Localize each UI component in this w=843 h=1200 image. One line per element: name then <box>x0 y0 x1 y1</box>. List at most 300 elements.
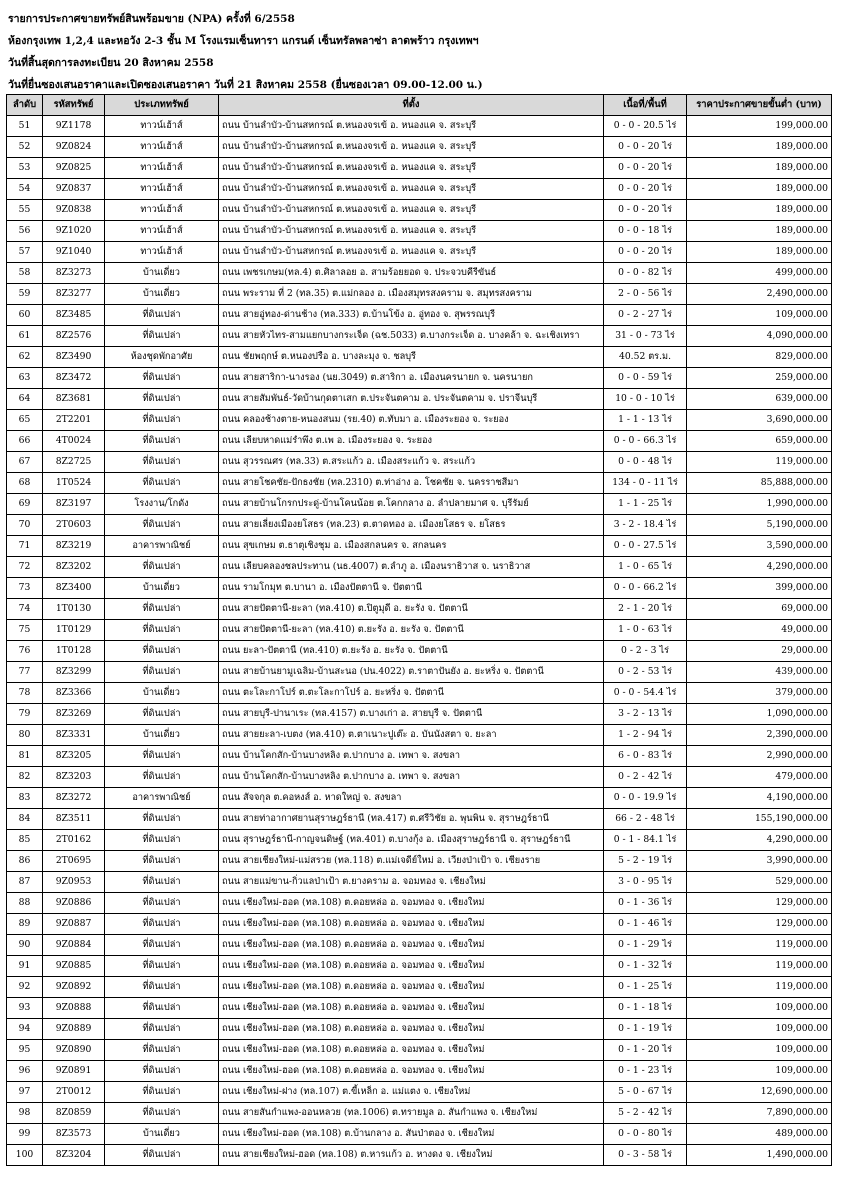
cell-no: 64 <box>7 389 43 410</box>
cell-type: ที่ดินเปล่า <box>105 557 219 578</box>
cell-price: 4,290,000.00 <box>687 830 832 851</box>
cell-no: 55 <box>7 200 43 221</box>
cell-price: 4,290,000.00 <box>687 557 832 578</box>
cell-location: ถนน สายยะลา-เบตง (ทล.410) ต.ตาเนาะปูเต๊ะ อ. บันนังสตา จ. ยะลา <box>219 725 604 746</box>
cell-price: 109,000.00 <box>687 305 832 326</box>
cell-area: 0 - 1 - 36 ไร่ <box>604 893 687 914</box>
cell-code: 8Z3272 <box>43 788 105 809</box>
table-row <box>7 557 832 578</box>
cell-price: 399,000.00 <box>687 578 832 599</box>
cell-location: ถนน รามโกมุท ต.บานา อ. เมืองปัตตานี จ. ปัตตานี <box>219 578 604 599</box>
cell-code: 8Z3681 <box>43 389 105 410</box>
cell-code: 9Z1040 <box>43 242 105 263</box>
cell-no: 97 <box>7 1082 43 1103</box>
cell-no: 53 <box>7 158 43 179</box>
cell-location: ถนน ชัยพฤกษ์ ต.หนองปรือ อ. บางละมุง จ. ชลบุรี <box>219 347 604 368</box>
cell-no: 100 <box>7 1145 43 1166</box>
cell-location: ถนน เชียงใหม่-ฮอด (ทล.108) ต.ดอยหล่อ อ. จอมทอง จ. เชียงใหม่ <box>219 893 604 914</box>
cell-code: 1T0128 <box>43 641 105 662</box>
table-row <box>7 914 832 935</box>
table-row <box>7 1061 832 1082</box>
cell-no: 85 <box>7 830 43 851</box>
cell-type: ที่ดินเปล่า <box>105 1061 219 1082</box>
table-row <box>7 368 832 389</box>
cell-location: ถนน สุขเกษม ต.ธาตุเชิงชุม อ. เมืองสกลนคร จ. สกลนคร <box>219 536 604 557</box>
cell-location: ถนน ตะโละกาโปร์ ต.ตะโละกาโปร์ อ. ยะหริ่ง จ. ปัตตานี <box>219 683 604 704</box>
cell-type: ที่ดินเปล่า <box>105 389 219 410</box>
cell-location: ถนน สายหัวไทร-สามแยกบางกระเจ็ด (ฉช.5033) ต.บางกระเจ็ด อ. บางคล้า จ. ฉะเชิงเทรา <box>219 326 604 347</box>
cell-area: 10 - 0 - 10 ไร่ <box>604 389 687 410</box>
cell-type: ที่ดินเปล่า <box>105 431 219 452</box>
cell-type: ที่ดินเปล่า <box>105 515 219 536</box>
cell-location: ถนน บ้านโคกสัก-บ้านบางหลิง ต.ปากบาง อ. เทพา จ. สงขลา <box>219 767 604 788</box>
cell-no: 71 <box>7 536 43 557</box>
cell-price: 499,000.00 <box>687 263 832 284</box>
cell-area: 1 - 1 - 25 ไร่ <box>604 494 687 515</box>
cell-code: 1T0129 <box>43 620 105 641</box>
table-row <box>7 746 832 767</box>
cell-code: 8Z3331 <box>43 725 105 746</box>
cell-location: ถนน สายโชคชัย-ปักธงชัย (ทล.2310) ต.ท่าอ่าง อ. โชคชัย จ. นครราชสีมา <box>219 473 604 494</box>
cell-no: 68 <box>7 473 43 494</box>
cell-location: ถนน ยะลา-ปัตตานี (ทล.410) ต.ยะรัง อ. ยะรัง จ. ปัตตานี <box>219 641 604 662</box>
cell-location: ถนน บ้านลำบัว-บ้านสหกรณ์ ต.หนองจรเข้ อ. หนองแค จ. สระบุรี <box>219 158 604 179</box>
cell-location: ถนน สุราษฎร์ธานี-กาญจนดิษฐ์ (ทล.401) ต.บางกุ้ง อ. เมืองสุราษฎร์ธานี จ. สุราษฎร์ธานี <box>219 830 604 851</box>
cell-type: ทาวน์เฮ้าส์ <box>105 158 219 179</box>
cell-no: 98 <box>7 1103 43 1124</box>
cell-type: ที่ดินเปล่า <box>105 620 219 641</box>
cell-location: ถนน เชียงใหม่-ฮอด (ทล.108) ต.ดอยหล่อ อ. จอมทอง จ. เชียงใหม่ <box>219 998 604 1019</box>
table-row <box>7 893 832 914</box>
cell-type: บ้านเดี่ยว <box>105 263 219 284</box>
cell-location: ถนน เลียบหาดแม่รำพึง ต.เพ อ. เมืองระยอง จ. ระยอง <box>219 431 604 452</box>
cell-type: ที่ดินเปล่า <box>105 809 219 830</box>
cell-price: 1,990,000.00 <box>687 494 832 515</box>
table-row <box>7 725 832 746</box>
cell-location: ถนน สายท่าอากาศยานสุราษฎร์ธานี (ทล.417) ต.ศรีวิชัย อ. พุนพิน จ. สุราษฎร์ธานี <box>219 809 604 830</box>
cell-location: ถนน เพชรเกษม(ทล.4) ต.ศิลาลอย อ. สามร้อยยอด จ. ประจวบคีรีขันธ์ <box>219 263 604 284</box>
cell-area: 3 - 0 - 95 ไร่ <box>604 872 687 893</box>
cell-type: ที่ดินเปล่า <box>105 368 219 389</box>
table-row <box>7 935 832 956</box>
cell-type: ที่ดินเปล่า <box>105 914 219 935</box>
cell-type: บ้านเดี่ยว <box>105 683 219 704</box>
cell-area: 134 - 0 - 11 ไร่ <box>604 473 687 494</box>
cell-location: ถนน บ้านลำบัว-บ้านสหกรณ์ ต.หนองจรเข้ อ. หนองแค จ. สระบุรี <box>219 116 604 137</box>
cell-area: 0 - 1 - 46 ไร่ <box>604 914 687 935</box>
cell-code: 8Z2725 <box>43 452 105 473</box>
cell-no: 81 <box>7 746 43 767</box>
cell-type: ห้องชุดพักอาศัย <box>105 347 219 368</box>
cell-no: 86 <box>7 851 43 872</box>
cell-code: 9Z0837 <box>43 179 105 200</box>
cell-price: 129,000.00 <box>687 914 832 935</box>
table-row <box>7 809 832 830</box>
cell-location: ถนน สายบ้านยามูเฉลิม-บ้านสะนอ (ปน.4022) ต.ราตาปันยัง อ. ยะหริ่ง จ. ปัตตานี <box>219 662 604 683</box>
cell-area: 0 - 1 - 20 ไร่ <box>604 1040 687 1061</box>
cell-type: ที่ดินเปล่า <box>105 851 219 872</box>
cell-price: 1,090,000.00 <box>687 704 832 725</box>
table-row <box>7 956 832 977</box>
cell-location: ถนน เชียงใหม่-ฮอด (ทล.108) ต.ดอยหล่อ อ. จอมทอง จ. เชียงใหม่ <box>219 956 604 977</box>
cell-no: 76 <box>7 641 43 662</box>
cell-price: 69,000.00 <box>687 599 832 620</box>
cell-code: 9Z0892 <box>43 977 105 998</box>
cell-code: 9Z0887 <box>43 914 105 935</box>
table-row <box>7 1019 832 1040</box>
cell-area: 40.52 ตร.ม. <box>604 347 687 368</box>
cell-no: 52 <box>7 137 43 158</box>
cell-code: 8Z3485 <box>43 305 105 326</box>
cell-price: 4,090,000.00 <box>687 326 832 347</box>
cell-area: 0 - 0 - 20 ไร่ <box>604 137 687 158</box>
cell-no: 69 <box>7 494 43 515</box>
cell-no: 96 <box>7 1061 43 1082</box>
cell-area: 0 - 0 - 66.2 ไร่ <box>604 578 687 599</box>
table-row <box>7 305 832 326</box>
table-row <box>7 473 832 494</box>
cell-code: 2T2201 <box>43 410 105 431</box>
table-row <box>7 347 832 368</box>
cell-no: 74 <box>7 599 43 620</box>
cell-type: ที่ดินเปล่า <box>105 1145 219 1166</box>
cell-location: ถนน บ้านลำบัว-บ้านสหกรณ์ ต.หนองจรเข้ อ. หนองแค จ. สระบุรี <box>219 200 604 221</box>
cell-price: 439,000.00 <box>687 662 832 683</box>
npa-listing-table <box>6 94 832 1166</box>
cell-code: 8Z3400 <box>43 578 105 599</box>
cell-area: 0 - 0 - 19.9 ไร่ <box>604 788 687 809</box>
cell-no: 82 <box>7 767 43 788</box>
cell-price: 2,390,000.00 <box>687 725 832 746</box>
cell-type: ที่ดินเปล่า <box>105 473 219 494</box>
cell-location: ถนน บ้านลำบัว-บ้านสหกรณ์ ต.หนองจรเข้ อ. หนองแค จ. สระบุรี <box>219 221 604 242</box>
cell-type: ที่ดินเปล่า <box>105 704 219 725</box>
cell-no: 91 <box>7 956 43 977</box>
table-body <box>7 116 832 1166</box>
cell-code: 2T0162 <box>43 830 105 851</box>
cell-location: ถนน เลียบคลองชลประทาน (นธ.4007) ต.ลำภู อ. เมืองนราธิวาส จ. นราธิวาส <box>219 557 604 578</box>
cell-no: 95 <box>7 1040 43 1061</box>
cell-no: 79 <box>7 704 43 725</box>
cell-no: 77 <box>7 662 43 683</box>
cell-area: 0 - 0 - 27.5 ไร่ <box>604 536 687 557</box>
cell-no: 80 <box>7 725 43 746</box>
cell-price: 4,190,000.00 <box>687 788 832 809</box>
cell-code: 9Z0888 <box>43 998 105 1019</box>
col-header-location: ที่ตั้ง <box>219 95 604 116</box>
cell-location: ถนน สายเลี่ยงเมืองยโสธร (ทล.23) ต.ตาดทอง อ. เมืองยโสธร จ. ยโสธร <box>219 515 604 536</box>
cell-location: ถนน สายสัมพันธ์-วัดบ้านกุดตาเสก ต.ประจันตคาม อ. ประจันตคาม จ. ปราจีนบุรี <box>219 389 604 410</box>
cell-area: 1 - 1 - 13 ไร่ <box>604 410 687 431</box>
cell-code: 8Z3205 <box>43 746 105 767</box>
cell-area: 0 - 1 - 29 ไร่ <box>604 935 687 956</box>
cell-location: ถนน สายปัตตานี-ยะลา (ทล.410) ต.ปิตูมุดี อ. ยะรัง จ. ปัตตานี <box>219 599 604 620</box>
cell-no: 51 <box>7 116 43 137</box>
cell-price: 49,000.00 <box>687 620 832 641</box>
table-row <box>7 284 832 305</box>
cell-area: 0 - 2 - 42 ไร่ <box>604 767 687 788</box>
table-row <box>7 515 832 536</box>
cell-area: 0 - 0 - 18 ไร่ <box>604 221 687 242</box>
cell-code: 9Z0885 <box>43 956 105 977</box>
cell-location: ถนน เชียงใหม่-ฮอด (ทล.108) ต.ดอยหล่อ อ. จอมทอง จ. เชียงใหม่ <box>219 1019 604 1040</box>
cell-type: ที่ดินเปล่า <box>105 452 219 473</box>
table-row <box>7 1145 832 1166</box>
cell-area: 0 - 1 - 84.1 ไร่ <box>604 830 687 851</box>
cell-area: 6 - 0 - 83 ไร่ <box>604 746 687 767</box>
cell-no: 70 <box>7 515 43 536</box>
cell-no: 57 <box>7 242 43 263</box>
cell-price: 379,000.00 <box>687 683 832 704</box>
cell-type: ที่ดินเปล่า <box>105 1082 219 1103</box>
document-header <box>8 8 828 96</box>
cell-code: 4T0024 <box>43 431 105 452</box>
table-row <box>7 1040 832 1061</box>
cell-type: ที่ดินเปล่า <box>105 977 219 998</box>
cell-code: 8Z3197 <box>43 494 105 515</box>
cell-area: 5 - 2 - 19 ไร่ <box>604 851 687 872</box>
cell-price: 189,000.00 <box>687 221 832 242</box>
table-row <box>7 137 832 158</box>
cell-area: 5 - 0 - 67 ไร่ <box>604 1082 687 1103</box>
cell-no: 54 <box>7 179 43 200</box>
cell-location: ถนน สายเชียงใหม่-ฮอด (ทล.108) ต.หารแก้ว อ. หางดง จ. เชียงใหม่ <box>219 1145 604 1166</box>
table-row <box>7 620 832 641</box>
table-row <box>7 872 832 893</box>
cell-type: บ้านเดี่ยว <box>105 284 219 305</box>
cell-area: 0 - 2 - 53 ไร่ <box>604 662 687 683</box>
cell-type: ทาวน์เฮ้าส์ <box>105 137 219 158</box>
cell-price: 479,000.00 <box>687 767 832 788</box>
cell-type: ที่ดินเปล่า <box>105 305 219 326</box>
cell-code: 9Z1178 <box>43 116 105 137</box>
cell-price: 259,000.00 <box>687 368 832 389</box>
cell-area: 31 - 0 - 73 ไร่ <box>604 326 687 347</box>
cell-location: ถนน เชียงใหม่-ฮอด (ทล.108) ต.ดอยหล่อ อ. จอมทอง จ. เชียงใหม่ <box>219 914 604 935</box>
cell-no: 75 <box>7 620 43 641</box>
cell-price: 119,000.00 <box>687 935 832 956</box>
cell-no: 78 <box>7 683 43 704</box>
cell-type: ที่ดินเปล่า <box>105 998 219 1019</box>
cell-code: 8Z3269 <box>43 704 105 725</box>
table-row <box>7 494 832 515</box>
cell-type: ที่ดินเปล่า <box>105 662 219 683</box>
cell-area: 0 - 1 - 25 ไร่ <box>604 977 687 998</box>
cell-area: 0 - 0 - 20 ไร่ <box>604 200 687 221</box>
cell-location: ถนน สายปัตตานี-ยะลา (ทล.410) ต.ยะรัง อ. ยะรัง จ. ปัตตานี <box>219 620 604 641</box>
cell-code: 9Z0891 <box>43 1061 105 1082</box>
cell-price: 5,190,000.00 <box>687 515 832 536</box>
cell-location: ถนน เชียงใหม่-ฮอด (ทล.108) ต.ดอยหล่อ อ. จอมทอง จ. เชียงใหม่ <box>219 977 604 998</box>
cell-price: 29,000.00 <box>687 641 832 662</box>
cell-location: ถนน บ้านลำบัว-บ้านสหกรณ์ ต.หนองจรเข้ อ. หนองแค จ. สระบุรี <box>219 179 604 200</box>
cell-no: 90 <box>7 935 43 956</box>
cell-price: 189,000.00 <box>687 179 832 200</box>
table-row <box>7 998 832 1019</box>
cell-price: 189,000.00 <box>687 137 832 158</box>
table-row <box>7 788 832 809</box>
cell-area: 0 - 0 - 59 ไร่ <box>604 368 687 389</box>
cell-location: ถนน เชียงใหม่-ฮอด (ทล.108) ต.ดอยหล่อ อ. จอมทอง จ. เชียงใหม่ <box>219 1061 604 1082</box>
cell-type: ที่ดินเปล่า <box>105 746 219 767</box>
table-header-row <box>7 95 832 116</box>
cell-price: 109,000.00 <box>687 1061 832 1082</box>
cell-location: ถนน เชียงใหม่-ฮอด (ทล.108) ต.ดอยหล่อ อ. จอมทอง จ. เชียงใหม่ <box>219 1040 604 1061</box>
sale-title: รายการประกาศขายทรัพย์สินพร้อมขาย (NPA) ครั้งที่ 6/2558 <box>8 13 295 25</box>
cell-code: 8Z3573 <box>43 1124 105 1145</box>
cell-area: 3 - 2 - 18.4 ไร่ <box>604 515 687 536</box>
col-header-code: รหัสทรัพย์ <box>43 95 105 116</box>
cell-price: 109,000.00 <box>687 1040 832 1061</box>
cell-type: โรงงาน/โกดัง <box>105 494 219 515</box>
cell-code: 8Z3511 <box>43 809 105 830</box>
cell-area: 0 - 0 - 20 ไร่ <box>604 242 687 263</box>
cell-code: 2T0603 <box>43 515 105 536</box>
table-row <box>7 452 832 473</box>
table-row <box>7 242 832 263</box>
cell-area: 2 - 0 - 56 ไร่ <box>604 284 687 305</box>
table-row <box>7 221 832 242</box>
cell-area: 0 - 0 - 20 ไร่ <box>604 179 687 200</box>
cell-no: 87 <box>7 872 43 893</box>
cell-location: ถนน สายบ้านโกรกประดู่-บ้านโคนน้อย ต.โคกกลาง อ. ลำปลายมาศ จ. บุรีรัมย์ <box>219 494 604 515</box>
table-row <box>7 578 832 599</box>
cell-price: 155,190,000.00 <box>687 809 832 830</box>
cell-area: 1 - 0 - 65 ไร่ <box>604 557 687 578</box>
cell-no: 65 <box>7 410 43 431</box>
cell-area: 0 - 0 - 20 ไร่ <box>604 158 687 179</box>
cell-code: 8Z3219 <box>43 536 105 557</box>
cell-code: 8Z3490 <box>43 347 105 368</box>
cell-type: อาคารพาณิชย์ <box>105 536 219 557</box>
cell-type: ที่ดินเปล่า <box>105 1103 219 1124</box>
table-row <box>7 326 832 347</box>
cell-type: ที่ดินเปล่า <box>105 956 219 977</box>
cell-area: 0 - 0 - 66.3 ไร่ <box>604 431 687 452</box>
cell-price: 639,000.00 <box>687 389 832 410</box>
cell-price: 3,990,000.00 <box>687 851 832 872</box>
cell-no: 94 <box>7 1019 43 1040</box>
cell-area: 0 - 1 - 19 ไร่ <box>604 1019 687 1040</box>
cell-price: 1,490,000.00 <box>687 1145 832 1166</box>
cell-code: 1T0524 <box>43 473 105 494</box>
cell-no: 66 <box>7 431 43 452</box>
col-header-no: ลำดับ <box>7 95 43 116</box>
cell-price: 659,000.00 <box>687 431 832 452</box>
cell-type: ที่ดินเปล่า <box>105 326 219 347</box>
cell-code: 8Z3202 <box>43 557 105 578</box>
cell-location: ถนน สุวรรณศร (ทล.33) ต.สระแก้ว อ. เมืองสระแก้ว จ. สระแก้ว <box>219 452 604 473</box>
table-row <box>7 410 832 431</box>
cell-price: 109,000.00 <box>687 998 832 1019</box>
cell-code: 9Z0890 <box>43 1040 105 1061</box>
table-row <box>7 683 832 704</box>
cell-location: ถนน สายสาริกา-นางรอง (นย.3049) ต.สาริกา อ. เมืองนครนายก จ. นครนายก <box>219 368 604 389</box>
cell-no: 60 <box>7 305 43 326</box>
cell-area: 1 - 0 - 63 ไร่ <box>604 620 687 641</box>
cell-location: ถนน บ้านโคกสัก-บ้านบางหลิง ต.ปากบาง อ. เทพา จ. สงขลา <box>219 746 604 767</box>
table-row <box>7 662 832 683</box>
cell-code: 9Z0886 <box>43 893 105 914</box>
cell-code: 8Z3299 <box>43 662 105 683</box>
col-header-type: ประเภททรัพย์ <box>105 95 219 116</box>
cell-code: 8Z3203 <box>43 767 105 788</box>
cell-area: 0 - 1 - 18 ไร่ <box>604 998 687 1019</box>
cell-area: 0 - 0 - 82 ไร่ <box>604 263 687 284</box>
cell-location: ถนน สายสันกำแพง-ออนหลวย (ทล.1006) ต.ทรายมูล อ. สันกำแพง จ. เชียงใหม่ <box>219 1103 604 1124</box>
cell-area: 66 - 2 - 48 ไร่ <box>604 809 687 830</box>
cell-no: 92 <box>7 977 43 998</box>
cell-price: 2,490,000.00 <box>687 284 832 305</box>
cell-area: 2 - 1 - 20 ไร่ <box>604 599 687 620</box>
table-row <box>7 1124 832 1145</box>
cell-no: 61 <box>7 326 43 347</box>
cell-price: 119,000.00 <box>687 452 832 473</box>
cell-area: 0 - 0 - 80 ไร่ <box>604 1124 687 1145</box>
cell-no: 93 <box>7 998 43 1019</box>
table-row <box>7 431 832 452</box>
cell-code: 8Z0859 <box>43 1103 105 1124</box>
cell-location: ถนน สายบุรี-ปานาเระ (ทล.4157) ต.บางเก่า อ. สายบุรี จ. ปัตตานี <box>219 704 604 725</box>
cell-price: 129,000.00 <box>687 893 832 914</box>
cell-area: 0 - 1 - 23 ไร่ <box>604 1061 687 1082</box>
bid-date-line: วันที่ยื่นซองเสนอราคาและเปิดซองเสนอราคา วันที่ 21 สิงหาคม 2558 (ยื่นซองเวลา 09.00-12.00 น.) <box>8 79 483 91</box>
cell-code: 9Z0889 <box>43 1019 105 1040</box>
cell-location: ถนน พระราม ที่ 2 (ทล.35) ต.แม่กลอง อ. เมืองสมุทรสงคราม จ. สมุทรสงคราม <box>219 284 604 305</box>
cell-type: ทาวน์เฮ้าส์ <box>105 116 219 137</box>
cell-area: 0 - 0 - 20.5 ไร่ <box>604 116 687 137</box>
cell-type: ทาวน์เฮ้าส์ <box>105 179 219 200</box>
cell-location: ถนน บ้านลำบัว-บ้านสหกรณ์ ต.หนองจรเข้ อ. หนองแค จ. สระบุรี <box>219 242 604 263</box>
cell-type: ที่ดินเปล่า <box>105 935 219 956</box>
registration-deadline: วันที่สิ้นสุดการลงทะเบียน 20 สิงหาคม 2558 <box>8 57 214 69</box>
cell-area: 3 - 2 - 13 ไร่ <box>604 704 687 725</box>
cell-type: ทาวน์เฮ้าส์ <box>105 242 219 263</box>
cell-code: 9Z0825 <box>43 158 105 179</box>
venue-line: ห้องกรุงเทพ 1,2,4 และหอวัง 2-3 ชั้น M โรงแรมเซ็นทารา แกรนด์ เซ็นทรัลพลาซ่า ลาดพร้าว กรุงเทพฯ <box>8 35 479 47</box>
cell-price: 109,000.00 <box>687 1019 832 1040</box>
cell-type: ทาวน์เฮ้าส์ <box>105 200 219 221</box>
cell-price: 3,590,000.00 <box>687 536 832 557</box>
cell-price: 85,888,000.00 <box>687 473 832 494</box>
cell-price: 189,000.00 <box>687 158 832 179</box>
cell-location: ถนน สายอู่ทอง-ด่านช้าง (ทล.333) ต.บ้านโข้ง อ. อู่ทอง จ. สุพรรณบุรี <box>219 305 604 326</box>
cell-no: 89 <box>7 914 43 935</box>
cell-type: ที่ดินเปล่า <box>105 830 219 851</box>
cell-area: 0 - 2 - 3 ไร่ <box>604 641 687 662</box>
cell-price: 12,690,000.00 <box>687 1082 832 1103</box>
cell-type: ที่ดินเปล่า <box>105 893 219 914</box>
cell-no: 63 <box>7 368 43 389</box>
cell-price: 3,690,000.00 <box>687 410 832 431</box>
cell-code: 8Z3366 <box>43 683 105 704</box>
cell-type: ที่ดินเปล่า <box>105 641 219 662</box>
table-row <box>7 767 832 788</box>
cell-no: 72 <box>7 557 43 578</box>
table-row <box>7 536 832 557</box>
cell-area: 0 - 0 - 48 ไร่ <box>604 452 687 473</box>
table-row <box>7 158 832 179</box>
cell-type: ที่ดินเปล่า <box>105 410 219 431</box>
cell-price: 119,000.00 <box>687 956 832 977</box>
cell-no: 58 <box>7 263 43 284</box>
cell-location: ถนน เชียงใหม่-ฮอด (ทล.108) ต.ดอยหล่อ อ. จอมทอง จ. เชียงใหม่ <box>219 935 604 956</box>
table-row <box>7 389 832 410</box>
cell-code: 9Z0884 <box>43 935 105 956</box>
cell-no: 88 <box>7 893 43 914</box>
cell-price: 7,890,000.00 <box>687 1103 832 1124</box>
cell-no: 83 <box>7 788 43 809</box>
